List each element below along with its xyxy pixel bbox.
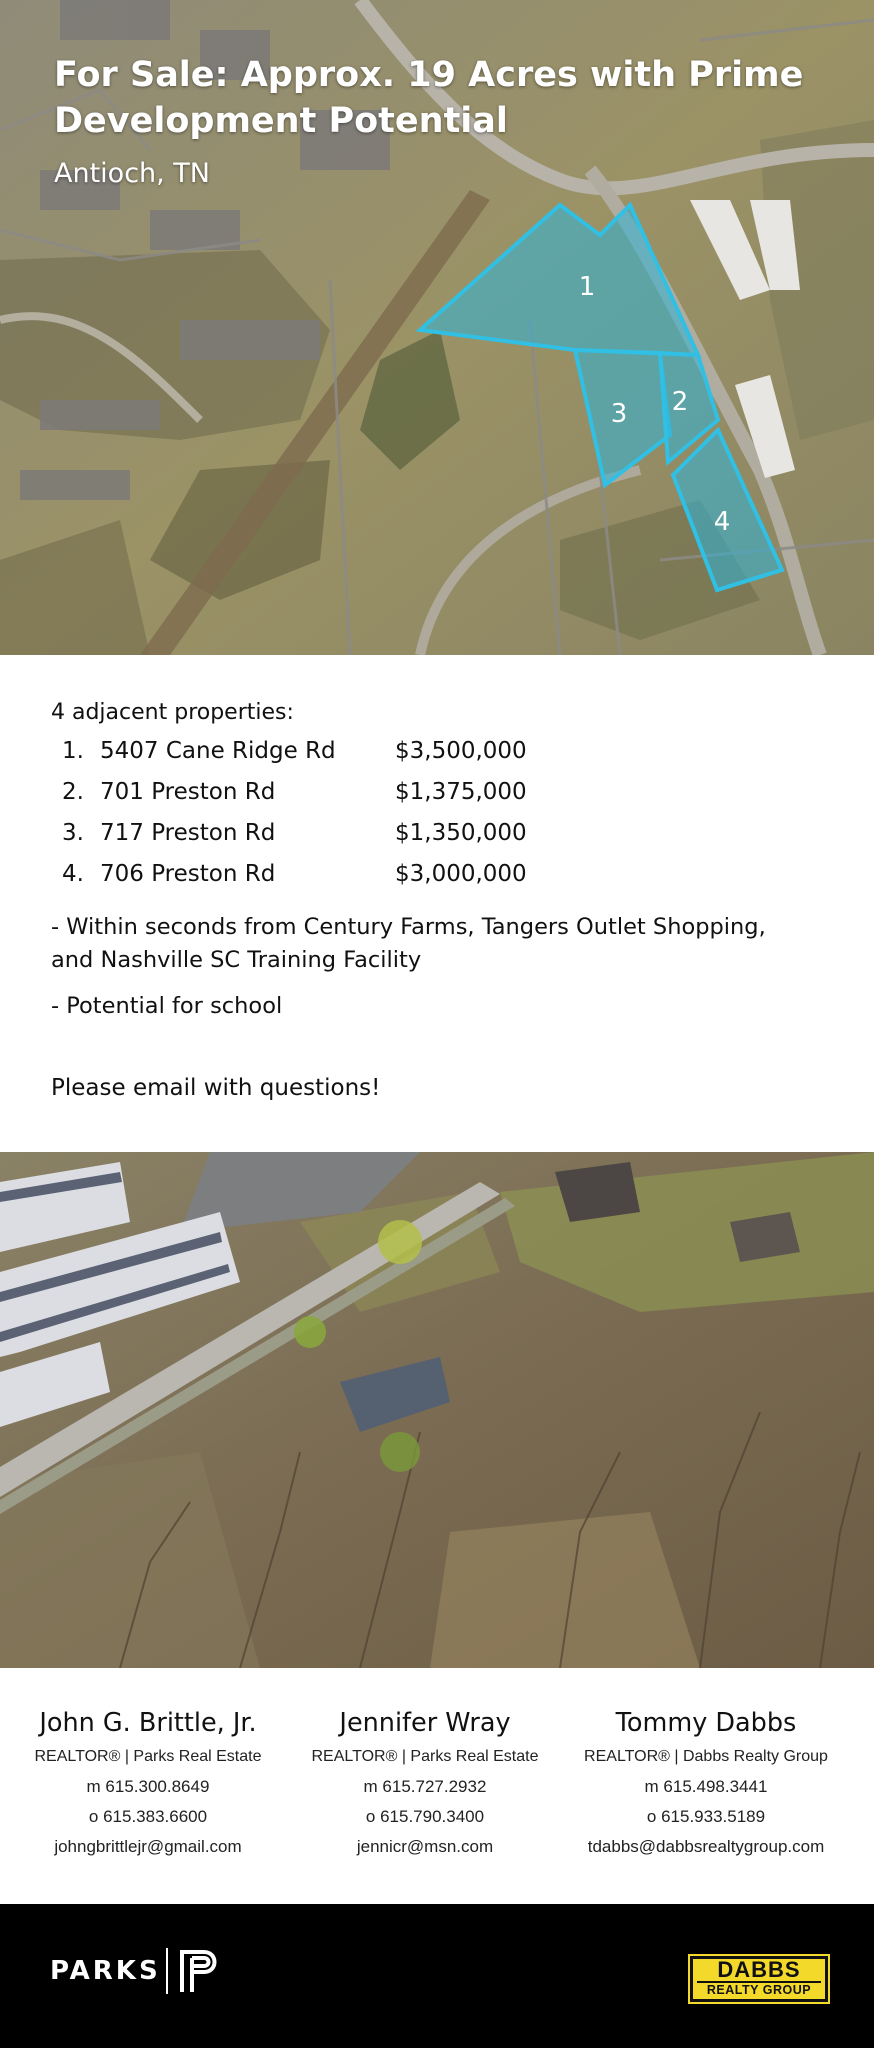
hero-location: Antioch, TN [54,158,211,189]
dabbs-realty-logo [690,1956,828,2002]
property-price: $3,500,000 [395,738,527,764]
property-details [0,655,874,1152]
property-row [62,820,662,861]
footer [0,1904,874,2048]
property-address: 5407 Cane Ridge Rd [100,738,336,764]
bullet-location: - Within seconds from Century Farms, Tangers Outlet Shopping, and Nashville SC Training Facility [51,914,766,973]
property-number: 3. [62,820,84,846]
hero-title: For Sale: Approx. 19 Acres with Prime Development Potential [54,55,804,141]
properties-intro: 4 adjacent properties: [51,700,294,725]
property-price: $1,375,000 [395,779,527,805]
parcel-label-1: 1 [578,272,596,302]
property-number: 1. [62,738,84,764]
agent-contacts [0,1668,874,1904]
agent-title: REALTOR® | Parks Real Estate [34,1748,262,1765]
property-price: $3,000,000 [395,861,527,887]
agent-card [561,1706,851,1862]
agent-office[interactable]: o 615.790.3400 [365,1807,485,1826]
closing-note: Please email with questions! [51,1075,381,1101]
parcel-label-3: 3 [610,399,628,429]
agent-name: John G. Brittle, Jr. [39,1708,257,1738]
dabbs-logo-text: DABBS [717,1957,801,1982]
bullet-school: - Potential for school [51,993,283,1019]
property-row [62,738,662,779]
agent-mobile[interactable]: m 615.498.3441 [644,1777,768,1796]
property-number: 4. [62,861,84,887]
aerial-photo-image [0,1152,874,1668]
property-address: 701 Preston Rd [100,779,276,805]
parks-logo-text: PARKS [50,1956,161,1986]
agent-mobile[interactable]: m 615.727.2932 [363,1777,487,1796]
agent-title: REALTOR® | Parks Real Estate [311,1748,539,1765]
parks-p-icon [178,1948,224,1994]
dabbs-logo-subtext: REALTY GROUP [697,1981,821,1997]
property-address: 706 Preston Rd [100,861,276,887]
agent-office[interactable]: o 615.383.6600 [88,1807,208,1826]
agent-email[interactable]: tdabbs@dabbsrealtygroup.com [587,1837,825,1856]
parcel-label-2: 2 [671,387,689,417]
property-list [62,738,662,902]
agent-card [3,1706,293,1862]
property-price: $1,350,000 [395,820,527,846]
property-address: 717 Preston Rd [100,820,276,846]
agent-card [280,1706,570,1862]
property-number: 2. [62,779,84,805]
agent-email[interactable]: johngbrittlejr@gmail.com [54,1837,242,1856]
agent-email[interactable]: jennicr@msn.com [356,1837,494,1856]
agent-office[interactable]: o 615.933.5189 [646,1807,766,1826]
agent-name: Jennifer Wray [339,1708,511,1738]
property-row [62,861,662,902]
logo-divider [166,1948,168,1994]
parcel-label-4: 4 [713,507,731,537]
property-row [62,779,662,820]
agent-mobile[interactable]: m 615.300.8649 [86,1777,210,1796]
agent-title: REALTOR® | Dabbs Realty Group [584,1748,828,1765]
aerial-map [0,0,874,655]
agent-name: Tommy Dabbs [615,1708,797,1738]
aerial-photo [0,1152,874,1668]
